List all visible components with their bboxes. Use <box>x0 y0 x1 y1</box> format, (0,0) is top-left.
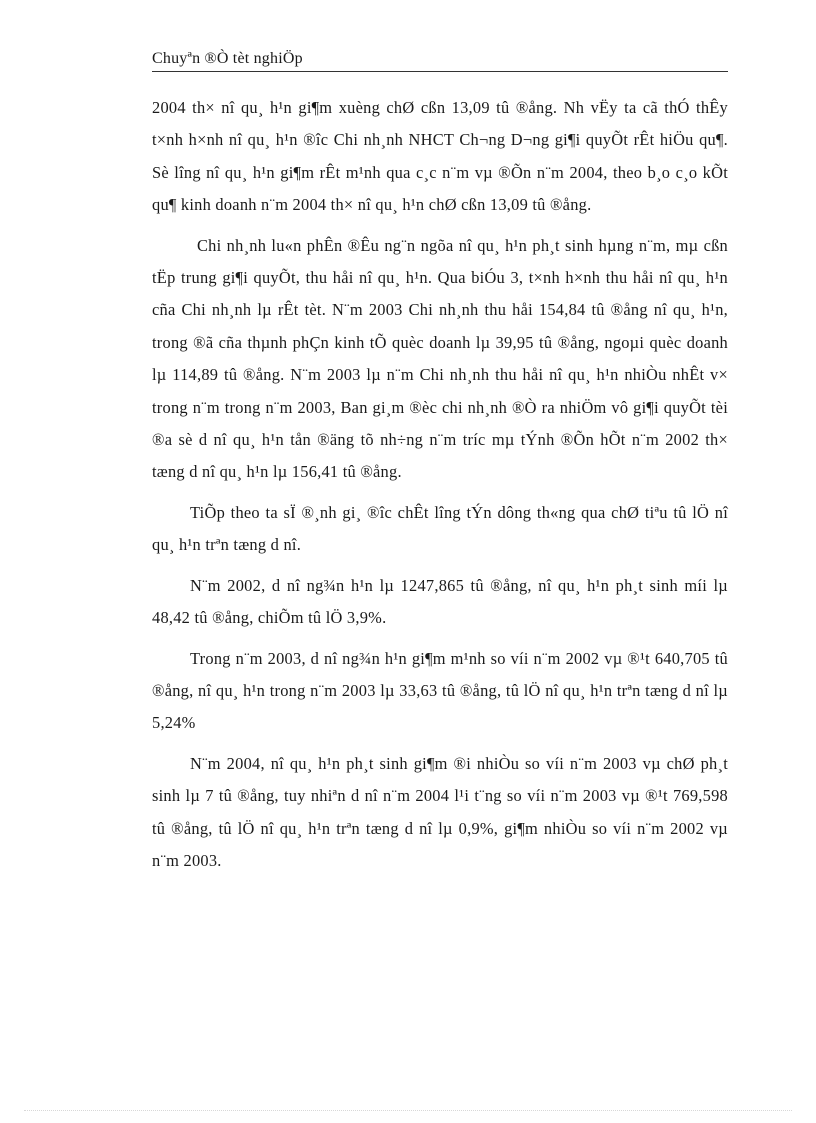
paragraph-5: Trong n¨m 2003, d nî ng¾n h¹n gi¶m m¹nh so víi n¨m 2002 vµ ®¹t 640,705 tû ®ång, nî qu¸ h¹n trong n¨m 2003 lµ 33,63 tû ®ång, tû lÖ nî qu¸ h¹n trªn tæng d nî lµ 5,24% <box>152 648 728 733</box>
paragraph-1: 2004 th× nî qu¸ h¹n gi¶m xuèng chØ cßn 13,09 tû ®ång. Nh vËy ta cã thÓ thÊy t×nh h×nh nî qu¸ h¹n ®îc Chi nh¸nh NHCT Ch¬ng D¬ng gi¶i quyÕt rÊt hiÖu qu¶. Sè lîng nî qu¸ h¹n gi¶m rÊt m¹nh qua c¸c n¨m vµ ®Õn n¨m 2004, theo b¸o c¸o kÕt qu¶ kinh doanh n¨m 2004 th× nî qu¸ h¹n chØ cßn 13,09 tû ®ång. <box>152 98 728 215</box>
paragraph-2: Chi nh¸nh lu«n phÊn ®Êu ng¨n ngõa nî qu¸ h¹n ph¸t sinh hµng n¨m, mµ cßn tËp trung gi¶i quyÕt, thu håi nî qu¸ h¹n. Qua biÓu 3, t×nh h×nh thu håi nî qu¸ h¹n cña Chi nh¸nh lµ rÊt tèt. N¨m 2003 Chi nh¸nh thu håi 154,84 tû ®ång nî qu¸ h¹n, trong ®ã cña thµnh phÇn kinh tÕ quèc doanh lµ 39,95 tû ®ång, ngoµi quèc doanh lµ 114,89 tû ®ång. N¨m 2003 lµ n¨m Chi nh¸nh thu håi nî qu¸ h¹n nhiÒu nhÊt v× trong n¨m trong n¨m 2003, Ban gi¸m ®èc chi nh¸nh ®Ò ra nhiÖm vô gi¶i quyÕt tèi ®a sè d nî qu¸ h¹n tån ®äng tõ nh÷ng n¨m tríc mµ tÝnh ®Õn hÕt n¨m 2002 th× tæng d nî qu¸ h¹n lµ 156,41 tû ®ång. <box>152 235 728 482</box>
paragraph-4: N¨m 2002, d nî ng¾n h¹n lµ 1247,865 tû ®ång, nî qu¸ h¹n ph¸t sinh míi lµ 48,42 tû ®ång, chiÕm tû lÖ 3,9%. <box>152 575 728 628</box>
document-body <box>152 92 728 885</box>
paragraph-3: TiÕp theo ta sÏ ®¸nh gi¸ ®îc chÊt lîng tÝn dông th«ng qua chØ tiªu tû lÖ nî qu¸ h¹n trªn tæng d nî. <box>152 502 728 555</box>
header-title: Chuyªn ®Ò tèt nghiÖp <box>152 50 303 67</box>
paragraph-6: N¨m 2004, nî qu¸ h¹n ph¸t sinh gi¶m ®i nhiÒu so víi n¨m 2003 vµ chØ ph¸t sinh lµ 7 tû ®ång, tuy nhiªn d nî n¨m 2004 l¹i t¨ng so víi n¨m 2003 vµ ®¹t 769,598 tû ®ång, tû lÖ nî qu¸ h¹n trªn tæng d nî lµ 0,9%, gi¶m nhiÒu so víi n¨m 2002 vµ n¨m 2003. <box>152 753 728 870</box>
page-bottom-divider <box>24 1110 792 1111</box>
page-header <box>152 48 728 72</box>
